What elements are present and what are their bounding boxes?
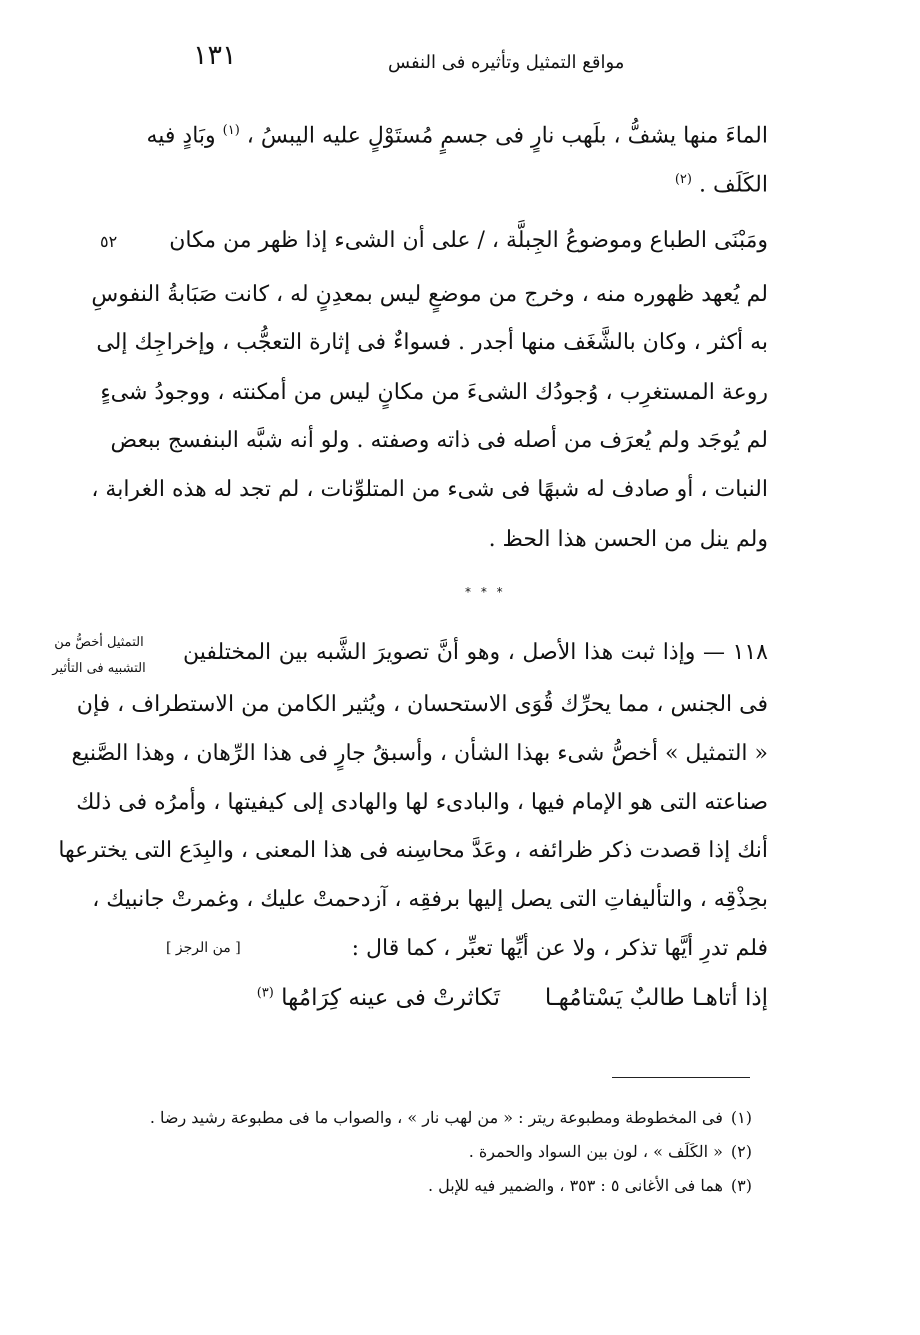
footnote: (١)فى المخطوطة ومطبوعة ريتر : « من لهب نار » ، والصواب ما فى مطبوعة رشيد رضا . [149,1108,752,1127]
text-line: أنك إذا قصدت ذكر ظرائفه ، وعَدَّ محاسِنه فى هذا المعنى ، والبِدَع التى يخترعها [58,838,768,863]
text-line: به أكثر ، وكان بالشَّغَف منها أجدر . فسواءٌ فى إثارة التعجُّب ، وإخراجِك إلى [96,330,768,355]
text-line: ولم ينل من الحسن هذا الحظ . [488,527,768,552]
text-line: الماءَ منها يشفُّ ، بلَهب نارٍ فى جسمٍ مُستَوْلٍ عليه اليبسُ ، $^{(١)}$ وبَادٍ فيه [146,123,768,149]
text-line: بحِذْقِه ، والتأليفاتِ التى يصل إليها برفقِه ، آزدحمتْ عليك ، وغمرتْ جانبيك ، [92,887,768,912]
text-line: ومَبْنَى الطباع وموضوعُ الجِبلَّة ، / على أن الشىء إذا ظهر من مكان [169,228,768,253]
section-break: * * * [465,585,506,599]
side-note-line: التشبيه فى التأثير [52,661,146,676]
text-line: النبات ، أو صادف له شبهًا فى شىء من المتلوِّنات ، لم تجد له هذه الغرابة ، [91,477,768,502]
page-number: ١٣١ [193,40,237,71]
text-line: روعة المستغرِب ، وُجودُك الشىءَ من مكانٍ ليس من أمكنته ، ووجودُ شىءٍ [100,380,768,405]
text-line: « التمثيل » أخصُّ شىء بهذا الشأن ، وأسبقُ جارٍ فى هذا الرِّهان ، وهذا الصَّنيع [71,741,768,766]
text-line: الكَلَف . $^{(٢)}$ [674,172,768,198]
running-title: مواقع التمثيل وتأثيره فى النفس [388,52,625,73]
footnote: (٢)« الكَلَف » ، لون بين السواد والحمرة . [468,1142,752,1161]
text-line: لم يُعهد ظهوره منه ، وخرج من موضعٍ ليس بمعدِنٍ له ، كانت صَبَابةُ النفوسِ [91,282,768,307]
verse-first-hemistich: إذا أتاهـا طالبٌ يَسْتامُهـا [544,985,768,1011]
footnote-separator [612,1077,750,1078]
text-line: فى الجنس ، مما يحرِّك قُوَى الاستحسان ، ويُثير الكامن من الاستطراف ، فإن [76,692,768,717]
paragraph-start-line: ١١٨ — وإذا ثبت هذا الأصل ، وهو أنَّ تصويرَ الشَّبه بين المختلفين [183,640,768,665]
text-line: فلم تدرِ أيَّها تذكر ، ولا عن أيِّها تعبِّر ، كما قال : [351,936,768,961]
verse-second-hemistich: تَكاثرتْ فى عينه كِرَامُها $^{(٣)}$ [256,985,500,1011]
footnote: (٣)هما فى الأغانى ٥ : ٣٥٣ ، والضمير فيه للإبل . [428,1176,752,1195]
text-line: لم يُوجَد ولم يُعرَف من أصله فى ذاته وصفته . ولو أنه شبَّه البنفسج ببعض [110,428,768,453]
text-line: صناعته التى هو الإمام فيها ، والبادىء لها والهادى إلى كيفيتها ، وأمرُه فى ذلك [76,790,768,815]
margin-side-note [44,630,154,682]
margin-line-number: ٥٢ [100,232,118,251]
side-note-line: التمثيل أخصُّ من [54,635,144,650]
meter-label: [ من الرجز ] [166,940,241,956]
